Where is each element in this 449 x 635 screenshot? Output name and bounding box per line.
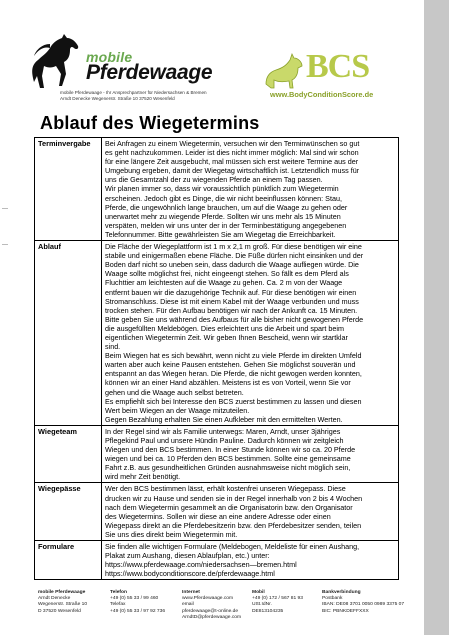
text-line: eigentlichen Wiegetermin Zeit. Wir geben Ihnen Bescheid, wenn wir startklar	[105, 332, 348, 342]
table-row	[35, 138, 399, 241]
footer-line: +49 (0) 55 33 / 99 460	[110, 596, 159, 602]
margin-mark	[2, 208, 8, 209]
text-line: Wiegepass direkt an die Pferdebesitzerin bzw. den Pferdebesitzer senden, teilen	[105, 520, 362, 530]
footer-column	[182, 590, 241, 621]
footer-line: +49 (0) 55 33 / 97 92 736	[110, 608, 166, 614]
footer-line: Wegenerstr. Straße 10	[38, 602, 88, 608]
text-line: Fluchttier am leichtesten auf die Waage zu gehen. Ca. 2 m von der Waage	[105, 278, 343, 288]
text-line: Wir planen immer so, dass wir voraussichtlich pünktlich zum Wiegetermin	[105, 184, 339, 194]
brand-small-text: mobile	[86, 49, 133, 65]
text-line: drucken wir zu Hause und senden sie in der Regel innerhalb von 2 bis 4 Wochen	[105, 493, 363, 503]
footer-line: email	[182, 602, 194, 608]
text-line: Plakat zum Aushang, diesen Ablaufplan, etc.) unter:	[105, 551, 270, 561]
margin-mark	[2, 244, 8, 245]
footer-line: Arndt Denecke	[38, 596, 71, 602]
text-line: des Wiegetermins. Sollen wir diese an eine andere Adresse oder einen	[105, 511, 331, 521]
footer-heading: Internet	[182, 590, 200, 595]
footer-heading: mobile Pferdewaage	[38, 590, 86, 595]
page-title: Ablauf des Wiegetermins	[40, 113, 260, 133]
footer-line: IBAN: DE08 3701 0050 0989 3375 07	[322, 602, 405, 608]
footer-line: www.Pferdewaage.com	[182, 596, 234, 602]
footer-column	[252, 590, 303, 615]
brand-tagline: mobile Pferdewaage - Ihr Ansprechpartner für Niedersachsen & Bremen	[60, 90, 207, 95]
text-line: https://www.bodyconditionscore.de/pferdewaage.html	[105, 569, 275, 579]
text-line: Boden darf nicht so uneben sein, dass dadurch die Waage aufliegen würde. Die	[105, 260, 359, 270]
text-line: Gegen Bezahlung erhalten Sie einen Aufkleber mit den ermittelten Werten.	[105, 414, 343, 424]
mobile-pferdewaage-logo	[24, 30, 234, 100]
text-line: Telefonnummer. Bitte gewährleisten Sie am Wiegetag die Erreichbarkeit.	[105, 229, 336, 239]
horse-outline-icon	[262, 50, 312, 90]
text-line: sind.	[105, 342, 121, 352]
text-line: erscheinen. Jedoch gibt es Dinge, die wir nicht beeinflussen können: Stau,	[105, 193, 342, 203]
text-line: https://www.pferdewaage.com/niedersachsen—bremen.html	[105, 560, 297, 570]
text-line: entspannt an das Wiegen heran. Die Pferde, die nicht gewogen werden konnten,	[105, 369, 362, 379]
text-line: Umgebung ergeben, damit der Wiegetag wirtschaftlich ist. Letztendlich muss für	[105, 166, 360, 176]
row-content	[102, 541, 399, 580]
text-line: Bei Anfragen zu einem Wiegetermin, versuchen wir den Terminwünschen so gut	[105, 139, 360, 148]
text-line: Wert beim Wiegen an der Waage mitzuteilen.	[105, 405, 250, 415]
text-line: trocken stehen. Für den Aufbau benötigen wir nach der Ankunft ca. 15 Minuten.	[105, 305, 358, 315]
text-line: Waage sollte möglichst frei, nicht eingeengt stehen. So fällt es dem Pferd als	[105, 269, 349, 279]
horse-silhouette-icon	[24, 30, 88, 92]
row-content	[102, 241, 399, 426]
text-line: gehen und die Waage auch selbst betreten.	[105, 387, 244, 397]
text-line: Wer den BCS bestimmen lässt, erhält kostenfrei unseren Wiegepass. Diese	[105, 484, 346, 494]
bcs-logo	[262, 50, 382, 102]
footer-column	[110, 590, 165, 615]
text-line: Stromanschluss. Diese ist mit einem Kabel mit der Waage verbunden und muss	[105, 296, 359, 306]
footer-column	[322, 590, 404, 615]
footer-line: Postbank	[322, 596, 343, 602]
text-line: können wir an einer Hand abzählen. Meistens ist es von Vorteil, wenn Sie vor	[105, 378, 351, 388]
viewer-scrollbar-area	[424, 0, 449, 635]
brand-name: Pferdewaage	[86, 61, 213, 84]
table-row	[35, 241, 399, 426]
footer-line: DE813104235	[252, 608, 284, 614]
text-line: wiegen und bei ca. 10 Pferden den BCS bestimmen. Sollte eine gemeinsame	[105, 454, 351, 464]
text-line: wird mehr Zeit benötigt.	[105, 472, 181, 482]
text-line: Sie uns dies direkt beim Wiegetermin mit.	[105, 529, 238, 539]
bcs-website: www.BodyConditionScore.de	[270, 90, 374, 99]
text-line: uns die Gesamtzahl der zu wiegenden Pferde an einem Tag passen.	[105, 175, 323, 185]
table-row	[35, 425, 399, 483]
footer-column	[38, 590, 87, 615]
row-content	[102, 483, 399, 541]
row-label: Ablauf	[35, 241, 102, 426]
row-label: Wiegeteam	[35, 425, 102, 483]
text-line: Fahrt z.B. aus gesundheitlichen Gründen ausnahmsweise nicht möglich sein,	[105, 463, 351, 473]
footer-line: pferdewaage@t-online.de	[182, 608, 239, 614]
footer-heading: Mobil	[252, 590, 265, 595]
text-line: unerwartet mehr zu wiegende Pferde. Sollten wir uns mehr als 15 Minuten	[105, 211, 341, 221]
text-line: nach dem Wiegetermin gesammelt an die Organisatorin bzw. den Organisator	[105, 502, 353, 512]
text-line: Pflegekind Paul und unsere Hündin Pauline. Dadurch können wir zeitgleich	[105, 436, 344, 445]
brand-address: Arndt Denecke Wegenerstr. Straße 10 37520 Wesenfeld	[60, 96, 175, 101]
row-label: Formulare	[35, 541, 102, 580]
text-line: stabile und einigermaßen ebene Fläche. Die Füße dürfen nicht einsinken und der	[105, 251, 364, 261]
text-line: für eine längere Zeit ausgebucht, mal müssen sich erst weitere Termine aus der	[105, 157, 359, 167]
text-line: Die Fläche der Wiegeplattform ist 1 m x 2,1 m groß. Für diese benötigen wir eine	[105, 242, 362, 252]
footer-heading: Telefon	[110, 590, 128, 595]
footer-line: D 37520 Wesenfeld	[38, 608, 81, 614]
footer-line: USt.IdNr.	[252, 602, 272, 608]
text-line: verspäten, melden wir uns unter der in der Terminbestätigung angegebenen	[105, 220, 347, 230]
text-line: Bitte geben Sie uns während des Aufbaus für alle bisher nicht gewogenen Pferde	[105, 314, 364, 324]
text-line: Sie finden alle wichtigen Formulare (Meldebogen, Meldeliste für einen Aushang,	[105, 542, 360, 552]
text-line: warten aber auch keine Pausen entstehen. Gehen Sie möglichst souverän und	[105, 360, 356, 370]
text-line: Pferde, die ungewöhnlich lange brauchen, um auf die Waage zu gehen oder	[105, 202, 348, 212]
footer-heading: Bankverbindung	[322, 590, 361, 595]
row-label: Terminvergabe	[35, 138, 102, 241]
text-line: Es empfiehlt sich bei Interesse den BCS zuerst bestimmen zu lassen und diesen	[105, 396, 362, 406]
footer-line: BIC: PBNKDEFFXXX	[322, 608, 369, 614]
bcs-letters: BCS	[306, 48, 370, 85]
text-line: Beim Wiegen hat es sich bewährt, wenn nicht zu viele Pferde im direkten Umfeld	[105, 351, 362, 361]
footer-line: ArndtD@pferdewaage.com	[182, 614, 242, 620]
table-row	[35, 541, 399, 580]
footer-line: +49 (0) 172 / 567 81 93	[252, 596, 303, 602]
text-line: In der Regel sind wir als Familie unterwegs: Maren, Arndt, unser 3jähriges	[105, 426, 341, 436]
row-content	[102, 425, 399, 483]
text-line: entfernt bauen wir die dazugehörige Technik auf. Für diese benötigen wir einen	[105, 287, 357, 297]
row-content	[102, 138, 399, 241]
text-line: Wiegen und den BCS bestimmen. In einer Stunde können wir so ca. 20 Pferde	[105, 445, 356, 455]
row-label: Wiegepässe	[35, 483, 102, 541]
text-line: es geht nachzukommen. Leider ist dies nicht immer möglich: Mal sind wir schon	[105, 148, 359, 158]
schedule-table	[34, 137, 399, 580]
footer-line: Telefax	[110, 602, 126, 608]
table-row	[35, 483, 399, 541]
text-line: die ausgefüllten Meldebögen. Dies erleichtert uns die Arbeit und spart beim	[105, 323, 344, 333]
